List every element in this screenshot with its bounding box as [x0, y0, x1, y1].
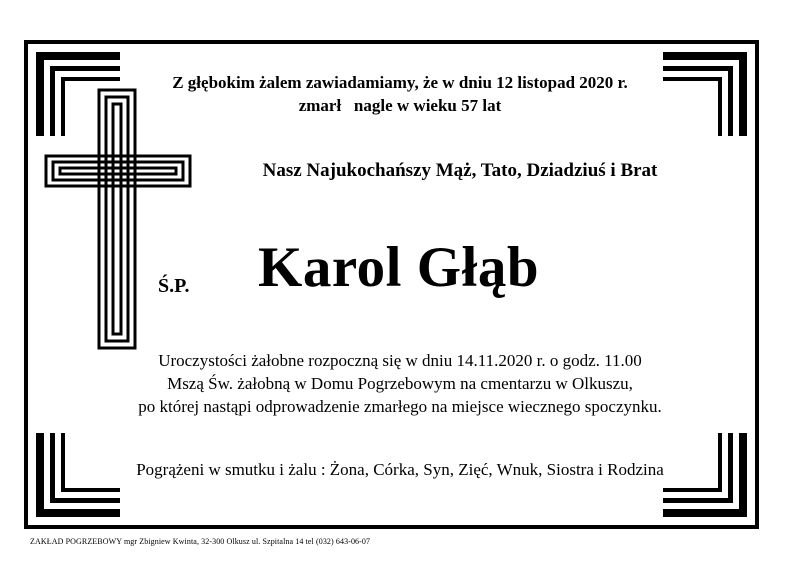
ceremony-line-1: Uroczystości żałobne rozpoczną się w dniu 14.11.2020 r. o godz. 11.00 [158, 351, 642, 370]
announcement-line-1: Z głębokim żalem zawiadamiamy, że w dniu 12 listopad 2020 r. [172, 73, 628, 92]
ceremony-line-2: Mszą Św. żałobną w Domu Pogrzebowym na cmentarzu w Olkuszu, [167, 374, 633, 393]
mourners-line: Pogrążeni w smutku i żalu : Żona, Córka, Syn, Zięć, Wnuk, Siostra i Rodzina [136, 460, 664, 479]
deceased-name: Karol Głąb [258, 236, 540, 299]
cross-icon [44, 88, 192, 350]
ceremony-line-3: po której nastąpi odprowadzenie zmarłego na miejsce wiecznego spoczynku. [138, 397, 662, 416]
relation-line: Nasz Najukochańszy Mąż, Tato, Dziadziuś i Brat [262, 160, 658, 181]
sp-prefix: Ś.P. [158, 275, 190, 297]
announcement-line-2: zmarł nagle w wieku 57 lat [298, 96, 502, 115]
corner-ornament-top-right-icon [663, 52, 747, 136]
funeral-home-footer: ZAKŁAD POGRZEBOWY mgr Zbigniew Kwinta, 32-300 Olkusz ul. Szpitalna 14 tel (032) 643-06-07 [30, 537, 371, 546]
